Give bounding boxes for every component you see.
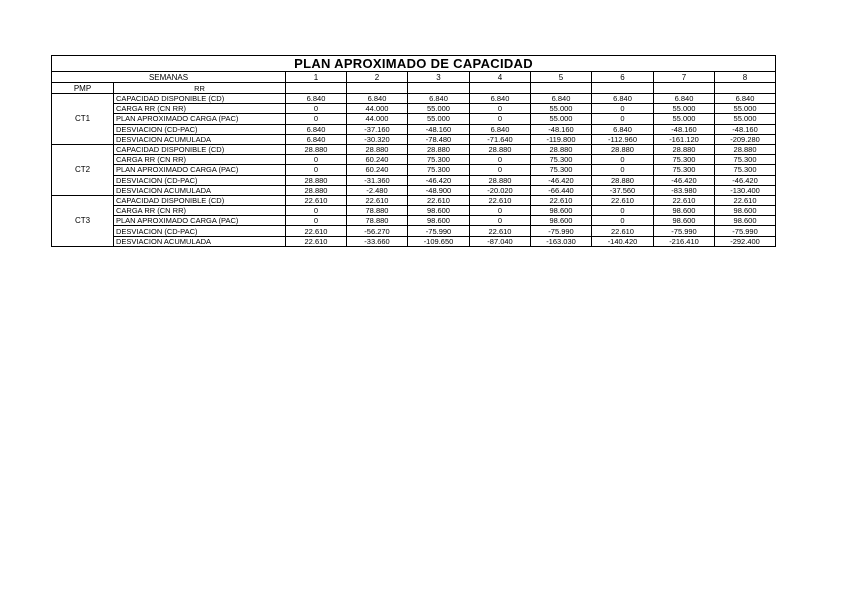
value-cell: 55.000 <box>715 114 776 124</box>
value-cell: 98.600 <box>715 216 776 226</box>
value-cell: 28.880 <box>592 175 654 185</box>
table-row <box>52 104 776 114</box>
semanas-header: SEMANAS <box>52 72 286 83</box>
table-row <box>52 175 776 185</box>
value-cell: -163.030 <box>531 236 592 246</box>
value-cell: 22.610 <box>592 226 654 236</box>
table-row <box>52 185 776 195</box>
pmp-blank-cell <box>408 83 470 94</box>
value-cell: 22.610 <box>470 226 531 236</box>
week-header-3: 3 <box>408 72 470 83</box>
value-cell: 28.880 <box>531 144 592 154</box>
row-label: DESVIACION ACUMULADA <box>114 236 286 246</box>
value-cell: -33.660 <box>347 236 408 246</box>
value-cell: 28.880 <box>715 144 776 154</box>
table-row <box>52 236 776 246</box>
pmp-blank-cell <box>286 83 347 94</box>
value-cell: 22.610 <box>286 236 347 246</box>
value-cell: -78.480 <box>408 134 470 144</box>
table-row <box>52 134 776 144</box>
value-cell: 0 <box>592 165 654 175</box>
week-header-1: 1 <box>286 72 347 83</box>
row-label: DESVIACION (CD-PAC) <box>114 175 286 185</box>
value-cell: 22.610 <box>715 195 776 205</box>
value-cell: -37.160 <box>347 124 408 134</box>
value-cell: 22.610 <box>408 195 470 205</box>
row-label: PLAN APROXIMADO CARGA (PAC) <box>114 165 286 175</box>
value-cell: 6.840 <box>531 94 592 104</box>
row-label: CARGA RR (CN RR) <box>114 155 286 165</box>
table-row <box>52 144 776 154</box>
value-cell: 55.000 <box>531 114 592 124</box>
table-row <box>52 206 776 216</box>
week-header-5: 5 <box>531 72 592 83</box>
value-cell: 22.610 <box>531 195 592 205</box>
value-cell: -209.280 <box>715 134 776 144</box>
capacity-plan-sheet <box>51 55 775 247</box>
value-cell: 98.600 <box>654 206 715 216</box>
value-cell: 98.600 <box>408 206 470 216</box>
value-cell: -71.640 <box>470 134 531 144</box>
row-label: PLAN APROXIMADO CARGA (PAC) <box>114 114 286 124</box>
group-name-ct3: CT3 <box>52 195 114 246</box>
value-cell: -161.120 <box>654 134 715 144</box>
value-cell: 0 <box>470 165 531 175</box>
value-cell: 0 <box>286 155 347 165</box>
value-cell: 75.300 <box>531 165 592 175</box>
value-cell: -292.400 <box>715 236 776 246</box>
value-cell: -83.980 <box>654 185 715 195</box>
value-cell: 0 <box>592 216 654 226</box>
value-cell: 0 <box>286 114 347 124</box>
value-cell: -46.420 <box>531 175 592 185</box>
value-cell: 22.610 <box>286 195 347 205</box>
value-cell: 75.300 <box>654 155 715 165</box>
row-label: CARGA RR (CN RR) <box>114 104 286 114</box>
value-cell: 55.000 <box>408 114 470 124</box>
week-header-4: 4 <box>470 72 531 83</box>
value-cell: 55.000 <box>654 114 715 124</box>
value-cell: 28.880 <box>408 144 470 154</box>
value-cell: 98.600 <box>531 216 592 226</box>
value-cell: 6.840 <box>470 94 531 104</box>
value-cell: 28.880 <box>286 144 347 154</box>
value-cell: 28.880 <box>470 175 531 185</box>
value-cell: -46.420 <box>408 175 470 185</box>
value-cell: 44.000 <box>347 104 408 114</box>
value-cell: -75.990 <box>654 226 715 236</box>
value-cell: -48.900 <box>408 185 470 195</box>
pmp-header: PMP <box>52 83 114 94</box>
value-cell: -56.270 <box>347 226 408 236</box>
value-cell: 98.600 <box>408 216 470 226</box>
value-cell: 28.880 <box>654 144 715 154</box>
pmp-blank-cell <box>715 83 776 94</box>
value-cell: -30.320 <box>347 134 408 144</box>
rr-header: RR <box>114 83 286 94</box>
value-cell: 55.000 <box>408 104 470 114</box>
value-cell: -75.990 <box>715 226 776 236</box>
value-cell: 0 <box>286 104 347 114</box>
value-cell: 55.000 <box>715 104 776 114</box>
value-cell: -75.990 <box>531 226 592 236</box>
value-cell: 0 <box>470 114 531 124</box>
row-label: CARGA RR (CN RR) <box>114 206 286 216</box>
value-cell: 0 <box>592 104 654 114</box>
value-cell: 78.880 <box>347 206 408 216</box>
pmp-blank-cell <box>531 83 592 94</box>
value-cell: 6.840 <box>286 124 347 134</box>
value-cell: 28.880 <box>470 144 531 154</box>
value-cell: 22.610 <box>286 226 347 236</box>
value-cell: 6.840 <box>286 134 347 144</box>
value-cell: 6.840 <box>592 124 654 134</box>
value-cell: 22.610 <box>347 195 408 205</box>
value-cell: -37.560 <box>592 185 654 195</box>
value-cell: 0 <box>286 206 347 216</box>
row-label: CAPACIDAD DISPONIBLE (CD) <box>114 94 286 104</box>
row-label: CAPACIDAD DISPONIBLE (CD) <box>114 144 286 154</box>
value-cell: 75.300 <box>654 165 715 175</box>
value-cell: -48.160 <box>715 124 776 134</box>
value-cell: -75.990 <box>408 226 470 236</box>
value-cell: -48.160 <box>531 124 592 134</box>
table-row <box>52 124 776 134</box>
value-cell: 60.240 <box>347 155 408 165</box>
value-cell: 60.240 <box>347 165 408 175</box>
table-title: PLAN APROXIMADO DE CAPACIDAD <box>52 56 776 72</box>
value-cell: 55.000 <box>531 104 592 114</box>
value-cell: 22.610 <box>592 195 654 205</box>
week-header-2: 2 <box>347 72 408 83</box>
row-label: DESVIACION (CD-PAC) <box>114 226 286 236</box>
value-cell: 75.300 <box>408 155 470 165</box>
value-cell: -20.020 <box>470 185 531 195</box>
row-label: DESVIACION (CD-PAC) <box>114 124 286 134</box>
value-cell: -140.420 <box>592 236 654 246</box>
value-cell: -130.400 <box>715 185 776 195</box>
value-cell: -2.480 <box>347 185 408 195</box>
value-cell: 6.840 <box>470 124 531 134</box>
value-cell: 6.840 <box>592 94 654 104</box>
value-cell: 98.600 <box>531 206 592 216</box>
value-cell: 98.600 <box>654 216 715 226</box>
value-cell: 75.300 <box>531 155 592 165</box>
value-cell: 0 <box>286 165 347 175</box>
value-cell: -31.360 <box>347 175 408 185</box>
value-cell: -87.040 <box>470 236 531 246</box>
value-cell: 0 <box>470 206 531 216</box>
table-row <box>52 226 776 236</box>
value-cell: 6.840 <box>347 94 408 104</box>
table-row <box>52 195 776 205</box>
pmp-blank-cell <box>654 83 715 94</box>
value-cell: 75.300 <box>408 165 470 175</box>
value-cell: 28.880 <box>286 175 347 185</box>
value-cell: 6.840 <box>408 94 470 104</box>
value-cell: 78.880 <box>347 216 408 226</box>
value-cell: -48.160 <box>654 124 715 134</box>
value-cell: -109.650 <box>408 236 470 246</box>
value-cell: 28.880 <box>592 144 654 154</box>
table-row <box>52 155 776 165</box>
value-cell: 22.610 <box>654 195 715 205</box>
table-row <box>52 114 776 124</box>
week-header-8: 8 <box>715 72 776 83</box>
value-cell: -216.410 <box>654 236 715 246</box>
value-cell: -119.800 <box>531 134 592 144</box>
table-row <box>52 165 776 175</box>
value-cell: 0 <box>470 104 531 114</box>
value-cell: 0 <box>286 216 347 226</box>
value-cell: 0 <box>592 155 654 165</box>
value-cell: 28.880 <box>347 144 408 154</box>
value-cell: 98.600 <box>715 206 776 216</box>
value-cell: -46.420 <box>654 175 715 185</box>
value-cell: 0 <box>592 206 654 216</box>
value-cell: 6.840 <box>654 94 715 104</box>
value-cell: 0 <box>592 114 654 124</box>
value-cell: 55.000 <box>654 104 715 114</box>
row-label: CAPACIDAD DISPONIBLE (CD) <box>114 195 286 205</box>
pmp-blank-cell <box>592 83 654 94</box>
table-row <box>52 94 776 104</box>
week-header-7: 7 <box>654 72 715 83</box>
value-cell: 75.300 <box>715 165 776 175</box>
value-cell: 6.840 <box>286 94 347 104</box>
value-cell: -112.960 <box>592 134 654 144</box>
pmp-blank-cell <box>347 83 408 94</box>
value-cell: 22.610 <box>470 195 531 205</box>
pmp-blank-cell <box>470 83 531 94</box>
value-cell: 28.880 <box>286 185 347 195</box>
value-cell: 0 <box>470 216 531 226</box>
value-cell: -66.440 <box>531 185 592 195</box>
row-label: DESVIACION ACUMULADA <box>114 134 286 144</box>
capacity-plan-table <box>51 55 776 247</box>
value-cell: 75.300 <box>715 155 776 165</box>
week-header-6: 6 <box>592 72 654 83</box>
value-cell: -46.420 <box>715 175 776 185</box>
value-cell: 6.840 <box>715 94 776 104</box>
group-name-ct2: CT2 <box>52 144 114 195</box>
value-cell: 44.000 <box>347 114 408 124</box>
value-cell: -48.160 <box>408 124 470 134</box>
value-cell: 0 <box>470 155 531 165</box>
table-row <box>52 216 776 226</box>
row-label: PLAN APROXIMADO CARGA (PAC) <box>114 216 286 226</box>
row-label: DESVIACION ACUMULADA <box>114 185 286 195</box>
group-name-ct1: CT1 <box>52 94 114 145</box>
